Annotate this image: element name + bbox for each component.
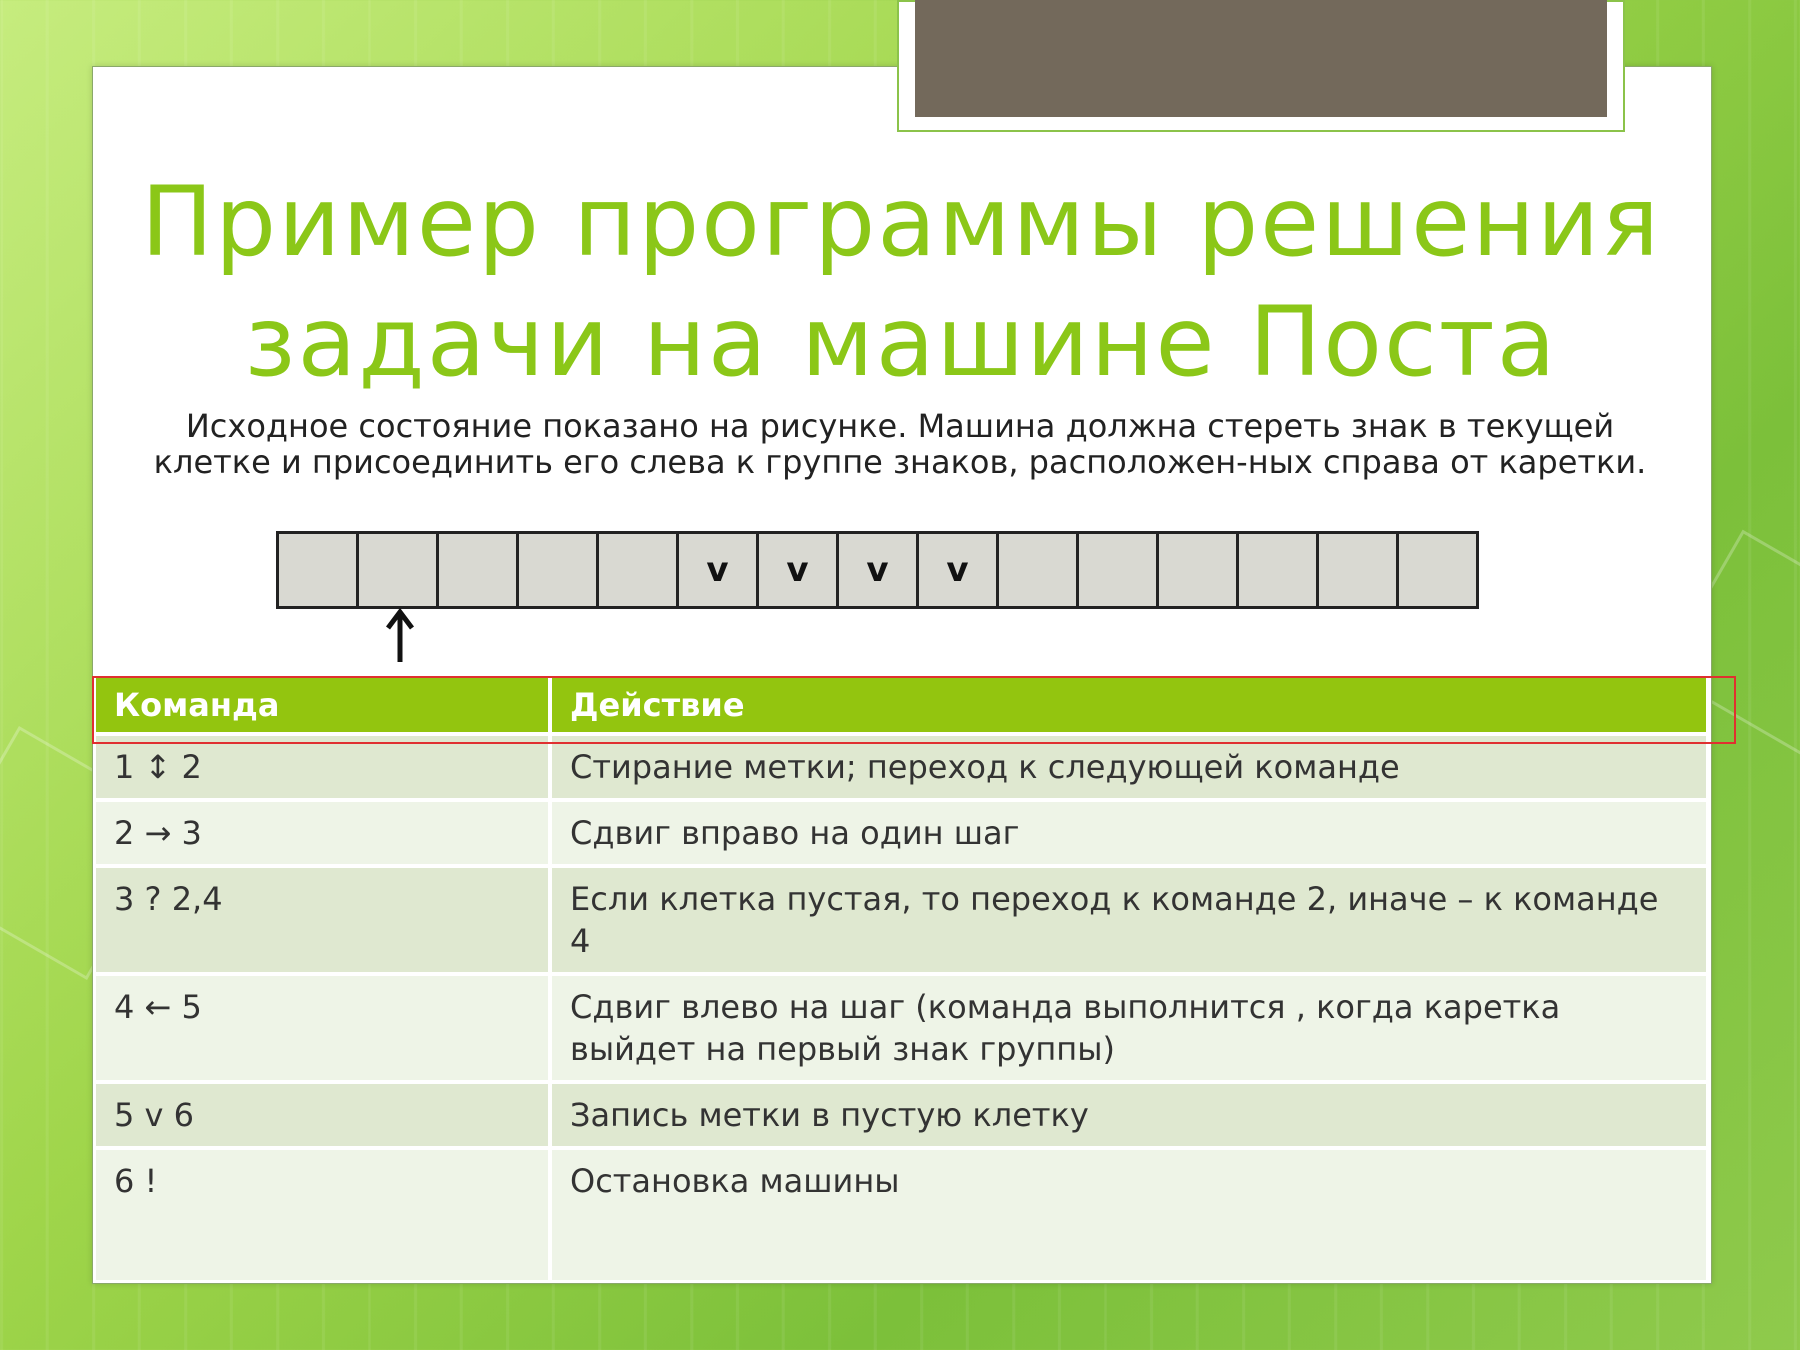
tape-cell <box>999 534 1079 606</box>
command-cell: 2 → 3 <box>96 800 550 866</box>
tape-cell <box>1079 534 1159 606</box>
action-cell: Запись метки в пустую клетку <box>550 1082 1708 1148</box>
command-cell: 3 ? 2,4 <box>96 866 550 974</box>
column-header-command: Команда <box>96 678 550 734</box>
table-row <box>96 1082 1708 1148</box>
command-cell: 5 v 6 <box>96 1082 550 1148</box>
table-header-row <box>96 678 1708 734</box>
task-description: Исходное состояние показано на рисунке. Машина должна стереть знак в текущей клетке и присоединить его слева к группе знаков, расположен-ных справа от каретки. <box>153 407 1647 481</box>
table-row <box>96 1148 1708 1280</box>
command-cell: 4 ← 5 <box>96 974 550 1082</box>
table-row <box>96 866 1708 974</box>
tape-cell: v <box>919 534 999 606</box>
tape-cell: v <box>679 534 759 606</box>
carriage-arrow-icon <box>385 608 415 664</box>
tape-cell <box>439 534 519 606</box>
slide-title <box>92 162 1710 402</box>
column-header-action: Действие <box>550 678 1708 734</box>
table-row <box>96 800 1708 866</box>
tape-cell <box>1399 534 1476 606</box>
command-cell: 1 ↕ 2 <box>96 734 550 800</box>
action-cell: Сдвиг влево на шаг (команда выполнится , когда каретка выйдет на первый знак группы) <box>550 974 1708 1082</box>
tape-cell <box>599 534 679 606</box>
tape-cell <box>1319 534 1399 606</box>
post-machine-tape <box>276 531 1479 609</box>
top-decoration-box <box>915 0 1607 117</box>
tape-cell: v <box>759 534 839 606</box>
tape-cell <box>1159 534 1239 606</box>
action-cell: Остановка машины <box>550 1148 1708 1280</box>
action-cell: Стирание метки; переход к следующей команде <box>550 734 1708 800</box>
tape-cell <box>519 534 599 606</box>
action-cell: Если клетка пустая, то переход к команде 2, иначе – к команде 4 <box>550 866 1708 974</box>
title-line-2: задачи на машине Поста <box>244 286 1558 398</box>
tape-cell <box>1239 534 1319 606</box>
tape-cell <box>279 534 359 606</box>
tape-cell <box>359 534 439 606</box>
table-row <box>96 734 1708 800</box>
program-table <box>96 678 1710 1280</box>
tape-cell: v <box>839 534 919 606</box>
title-line-1: Пример программы решения <box>140 166 1662 278</box>
command-cell: 6 ! <box>96 1148 550 1280</box>
action-cell: Сдвиг вправо на один шаг <box>550 800 1708 866</box>
table-row <box>96 974 1708 1082</box>
